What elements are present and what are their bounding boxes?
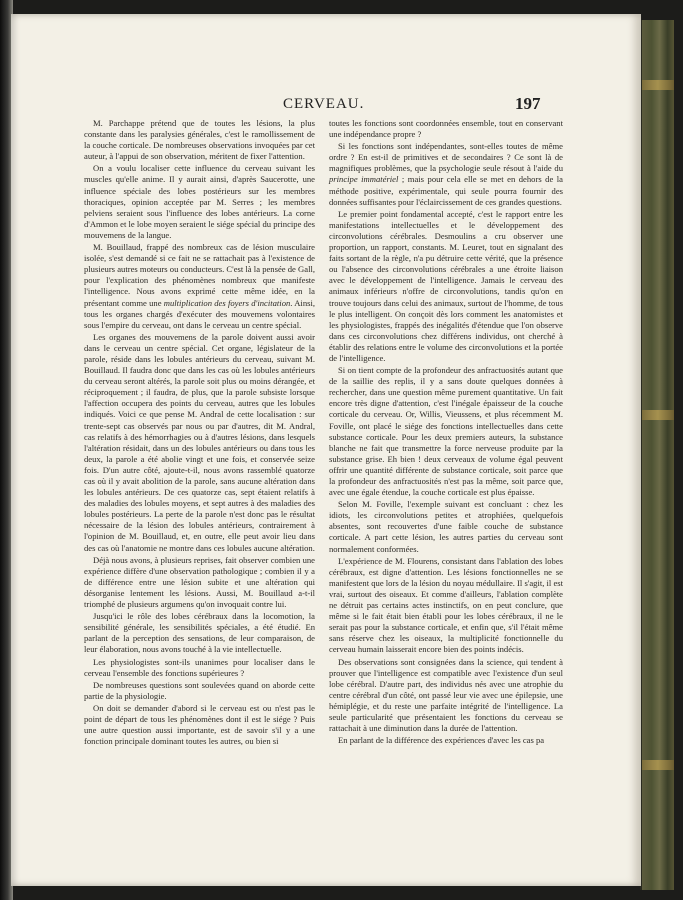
- paragraph: Des observations sont consignées dans la science, qui tendent à prouver que l'intelligence est compatible avec l'existence d'un seul lobe cérébral. D'autre part, des individus nés avec une atrophie du centre cérébral d'un côté, ont passé leur vie avec une épilepsie, une hémiplégie, et du reste une parfaite intégrité de l'intelligence. La seule particularité que présentaient les fonctions du cerveau se rattachait à une diminution dans la durée de l'attention.: [329, 656, 563, 734]
- paragraph: toutes les fonctions sont coordonnées ensemble, tout en conservant une indépendance propre ?: [329, 118, 563, 140]
- paragraph: En parlant de la différence des expériences d'avec les cas pa: [338, 735, 545, 746]
- spine-band: [642, 410, 674, 420]
- paragraph-text: M. Bouillaud, frappé des nombreux cas de lésion musculaire isolée, s'est demandé si ce fait ne se rattachait pas à l'existence de plusieurs autres moteurs ou conducteurs. C'est là la pensée de Gall, pour l'explication des phénomènes nombreux que manifeste l'intelligence. Nous avons exprimé cette même idée, en la présentant comme une: [84, 242, 315, 308]
- paragraph-text: Si les fonctions sont indépendantes, sont-elles toutes de même ordre ? En est-il de primitives et de secondaires ? Ce sont là de magnifiques problèmes, que la psychologie seule résout à l'aide du: [329, 141, 563, 174]
- spine-band: [642, 80, 674, 90]
- paragraph: Les physiologistes sont-ils unanimes pour localiser dans le cerveau l'ensemble des fonctions supérieures ?: [84, 656, 315, 678]
- paragraph: Si on tient compte de la profondeur des anfractuosités autant que de la saillie des replis, il y a sans doute quelques données à rechercher, dans une question même purement quantitative. Un fait encore très digne d'attention, c'est l'inégale épaisseur de la couche corticale du cerveau. Or, Willis, Vieussens, et plus récemment M. Foville, ont placé le siége des fonctions intellectuelles dans cette substance corticale. Pour les deux premiers auteurs, la substance blanche ne fait que transmettre la force nerveuse produite par la substance grise. Eh bien ! deux cerveaux de volume égal peuvent offrir une quantité différente de substance corticale, soit parce que la profondeur des anfractuosités n'est pas la même, soit parce que, avec une égale étendue, la couche corticale est plus épaisse.: [329, 365, 563, 498]
- left-text-column: [84, 118, 315, 748]
- paragraph: Le premier point fondamental accepté, c'est le rapport entre les manifestations intellectuelles et le développement des circonvolutions cérébrales. Desmoulins a cru observer une proportion, un rapport, constants. M. Leuret, tout en signalant des faits sortant de la règle, n'a pu détruire cette vérité, que la présence ou l'absence des circonvolutions cérébrales a une étroite liaison avec le développement de l'intelligence. Jamais le cerveau des animaux inférieurs n'offre de circonvolutions, tandis qu'on en trouve toujours dans celui des animaux, surtout de l'homme, de tous le plus intelligent. On conçoit dès lors comment les anatomistes et les physiologistes, frappés des inégalités d'étendue que l'on observe dans ces circonvolutions chez différens individus, ont cherché à établir des relations entre le volume des circonvolutions et la portée de l'intelligence.: [329, 208, 563, 363]
- paragraph: On doit se demander d'abord si le cerveau est ou n'est pas le point de départ de tous les phénomènes dont il est le siége ? Puis une autre question aussi importante, est de savoir s'il y a une fonction principale dominant toutes les autres, ou bien si: [84, 702, 315, 747]
- paragraph-text: . Ainsi, tous les organes chargés d'exécuter des mouvemens volontaires sous l'empire du cerveau, ont dans le cerveau un centre spécial.: [84, 297, 315, 330]
- italic-phrase: multiplication des foyers d'incitation: [163, 297, 291, 308]
- paragraph: De nombreuses questions sont soulevées quand on aborde cette partie de la physiologie.: [84, 679, 315, 701]
- paragraph: Jusqu'ici le rôle des lobes cérébraux dans la locomotion, la sensibilité générale, les sensibilités spéciales, a été étudié. En parlant de la perception des sensations, de leur comparaison, de leur élaboration, nous avons touché à la vie intellectuelle.: [84, 611, 315, 655]
- page-title: CERVEAU.: [283, 96, 365, 112]
- right-text-column: [329, 118, 563, 747]
- running-head: [11, 96, 641, 120]
- book-spine: [640, 20, 674, 890]
- paragraph: L'expérience de M. Flourens, consistant dans l'ablation des lobes cérébraux, est digne d'attention. Les lésions fonctionnelles ne se manifestent que lors de la lésion du noyau médullaire. Il s'agit, il est vrai, surtout des oiseaux. Et comme d'ailleurs, l'ablation complète ne détruit pas certains actes instinctifs, on en peut conclure, que même si le fait était bien établi pour les lobes cérébraux, il ne le serait pas pour la substance corticale, et enfin que, s'il l'était même sans réserve chez les oiseaux, la multiplicité fonctionnelle du cerveau humain laisserait encore bien des points indécis.: [329, 555, 563, 655]
- paragraph: [84, 242, 315, 331]
- paragraph: Déjà nous avons, à plusieurs reprises, fait observer combien une expérience diffère d'une observation pathologique ; combien il y a de différence entre une lésion subite et une altération qui désorganise lentement les lésions. Aussi, M. Bouillaud a-t-il triomphé de plusieurs argumens qu'on invoquait contre lui.: [84, 554, 315, 610]
- book-page: [11, 14, 641, 886]
- page-number: 197: [515, 94, 541, 113]
- paragraph: M. Parchappe prétend que de toutes les lésions, la plus constante dans les paralysies générales, c'est le ramollissement de la couche corticale. De nombreuses observations invoquées par cet auteur, à l'appui de son observation, méritent de fixer l'attention.: [84, 118, 315, 162]
- spine-band: [642, 760, 674, 770]
- italic-phrase: principe immatériel: [329, 174, 399, 185]
- paragraph: Les organes des mouvemens de la parole doivent aussi avoir dans le cerveau un centre spécial. Cet organe, législateur de la parole, réside dans les lobules antérieurs du cerveau, suivant M. Bouillaud. Il faudra donc que dans les cas où les lobules antérieurs du cerveau seront altérés, la parole soit plus ou moins dérangée, et réciproquement ; il faudra, de plus, que la parole subsiste lorsque l'affection occupera des points du cerveau, autres que les lobules indiqués. Voici ce que pense M. Andral de cette localisation : sur trente-sept cas observés par nous ou par d'autres, dit M. Andral, cas relatifs à des hémorrhagies ou à d'autres lésions, dans lesquels l'altération résidait, dans un des lobules antérieurs ou dans tous les deux, la parole a été abolie vingt et une fois, et conservée seize fois. D'un autre côté, ajoute-t-il, nous avons rassemblé quatorze cas où il y avait abolition de la parole, sans aucune altération dans les lobules antérieurs. De ces quatorze cas, sept étaient relatifs à des maladies des lobules moyens, et sept autres à des maladies des lobules postérieurs. La perte de la parole n'est donc pas le résultat nécessaire de la lésion des lobules antérieurs, contrairement à l'opinion de M. Bouillaud, et, en outre, elle peut avoir lieu dans des cas où l'anatomie ne montre dans ces lobules aucune altération.: [84, 331, 315, 553]
- paragraph-text: ; mais pour cela elle se met en dehors de la méthode positive, expérimentale, qui seule pourra fournir des données suffisantes pour l'éclaircissement de ces grandes questions.: [329, 174, 563, 207]
- paragraph: On a voulu localiser cette influence du cerveau suivant les muscles qu'elle anime. Il y aurait ainsi, d'après Saucerotte, une influence spéciale des lobes postérieurs sur les membres thoraciques, opinion acceptée par M. Serres ; les membres pelviens seraient sous l'influence des lobes antérieurs. La corne d'Ammon et le lobe moyen seraient le siége spécial du principe des mouvemens de la langue.: [84, 163, 315, 240]
- paragraph: Selon M. Foville, l'exemple suivant est concluant : chez les idiots, les circonvolutions petites et atrophiées, quelquefois absentes, sont recouvertes d'une faible couche de substance corticale. A part cette lésion, les autres parties du cerveau sont normalement conformées.: [329, 499, 563, 554]
- paragraph: [329, 141, 563, 208]
